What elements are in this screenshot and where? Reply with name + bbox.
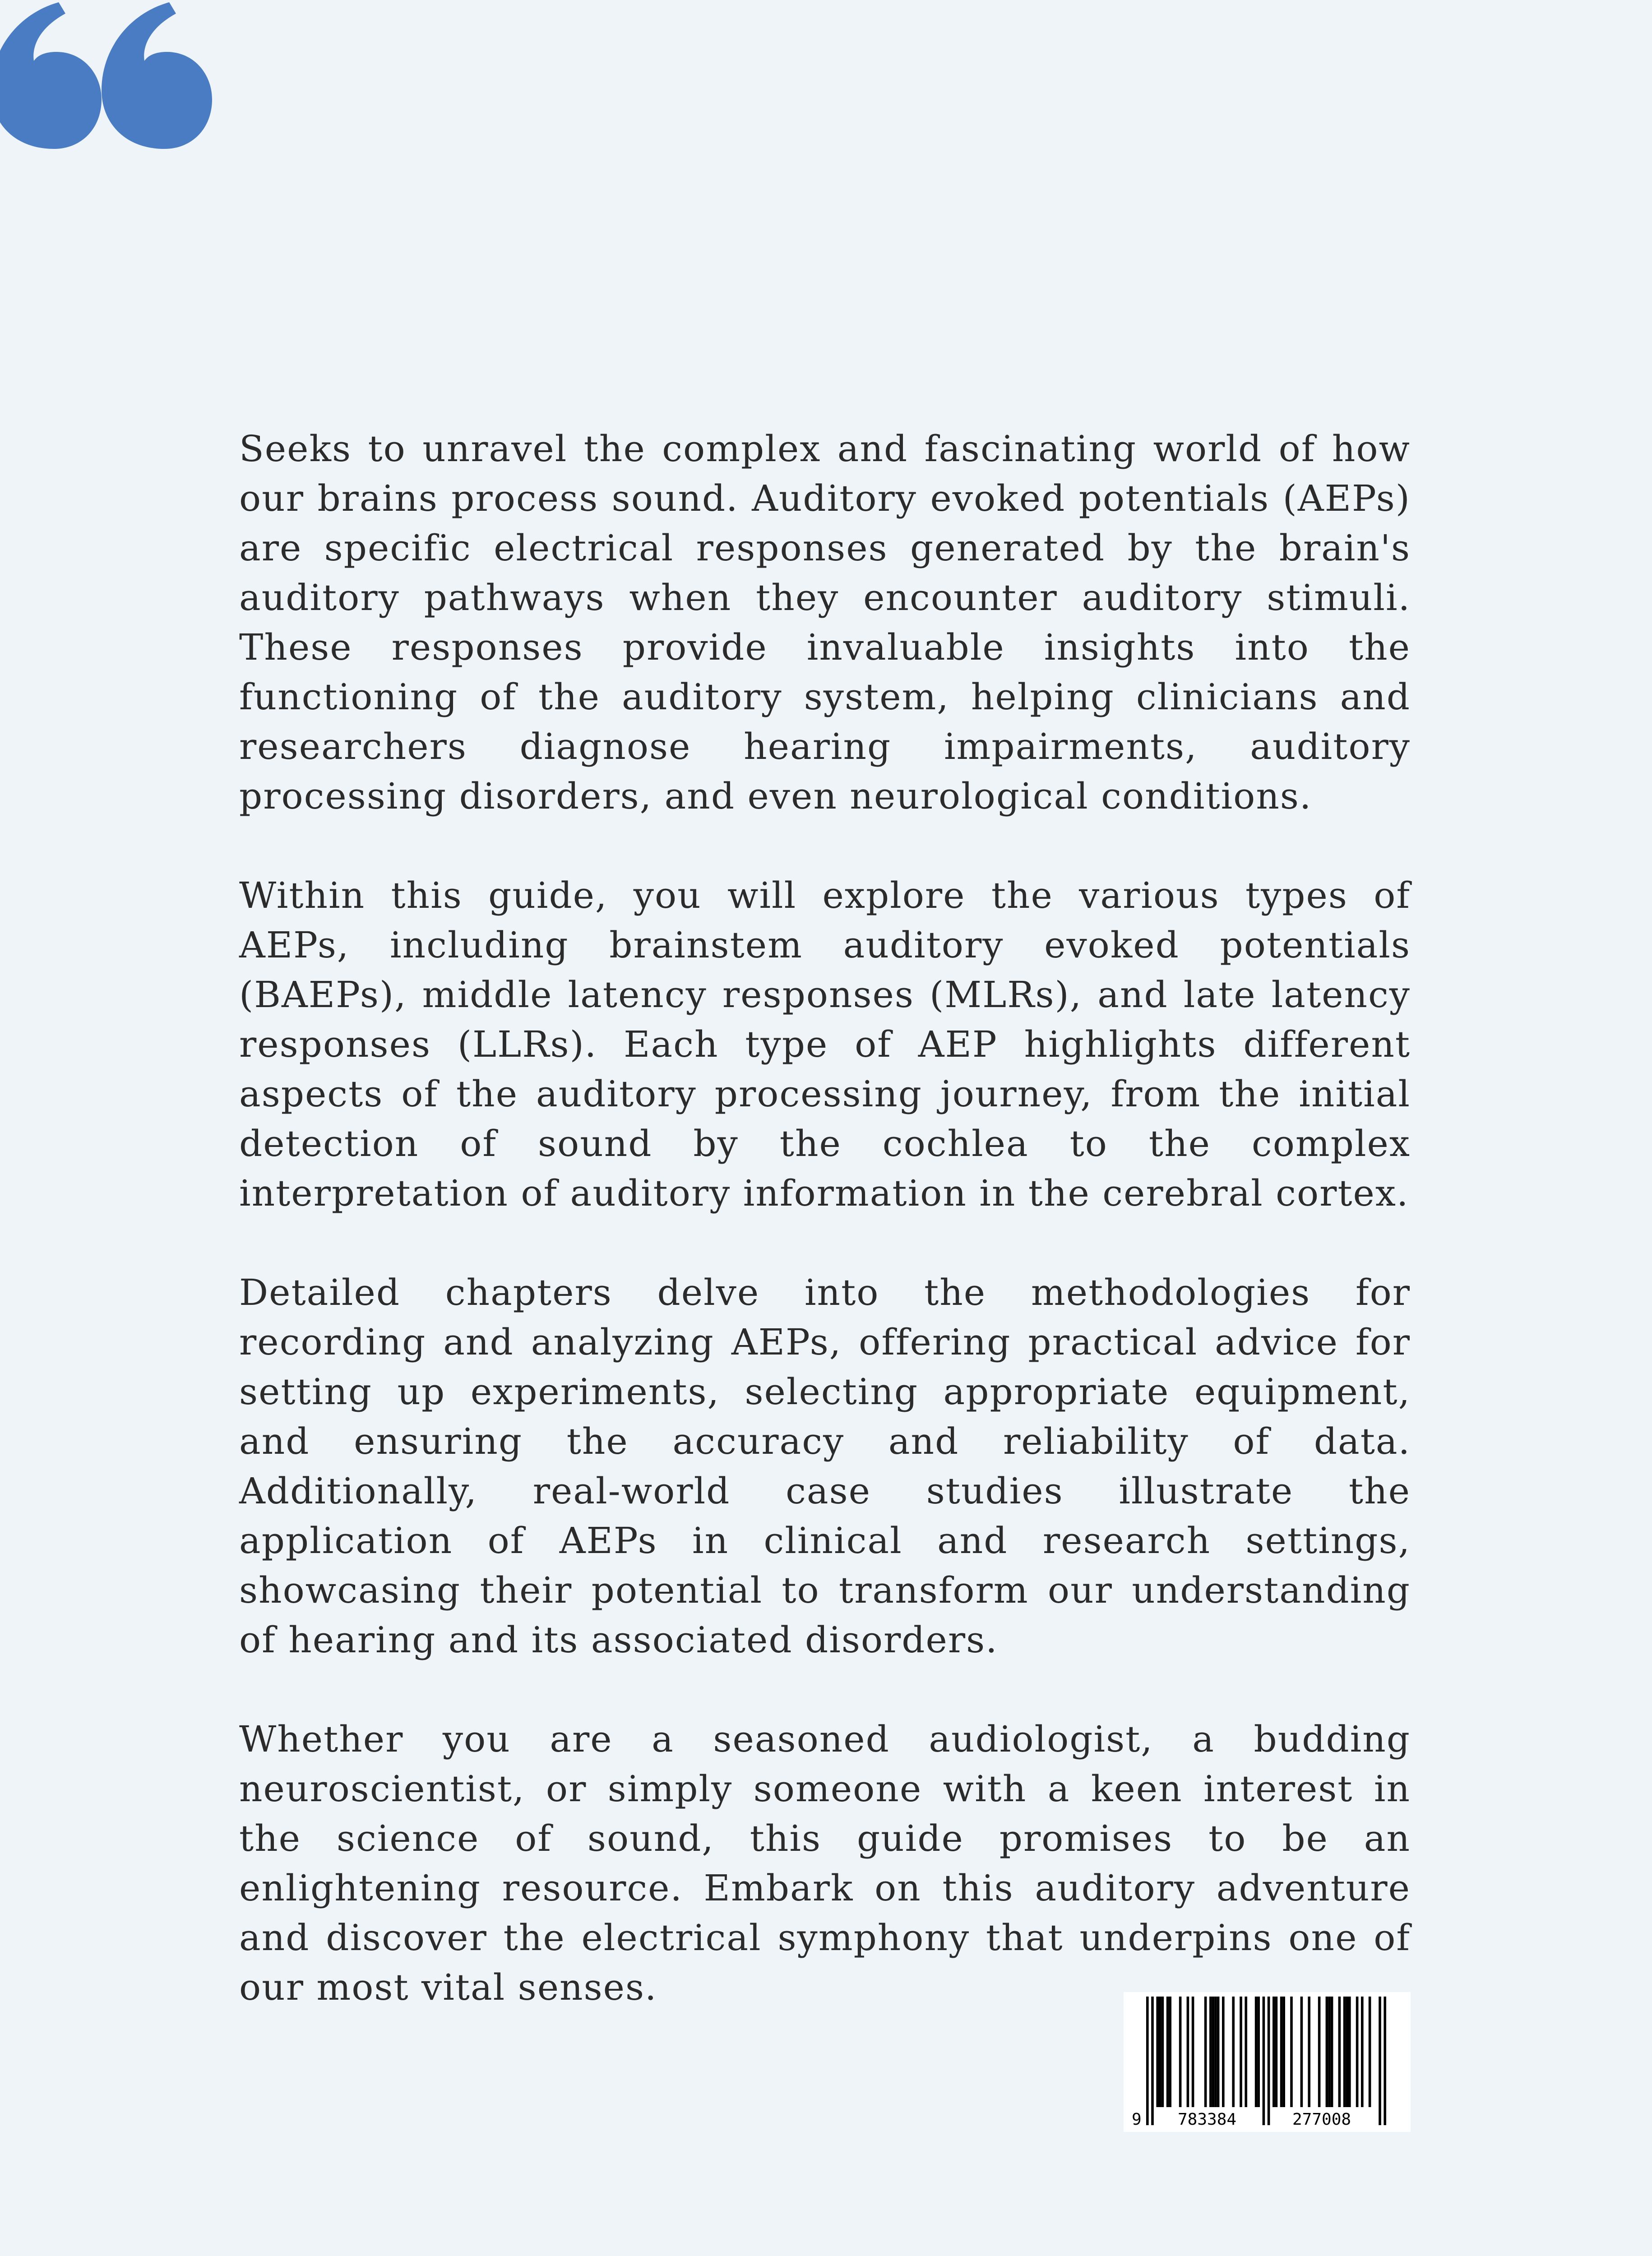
- barcode-bar: [1212, 1997, 1215, 2107]
- barcode-right-digits: 277008: [1291, 2110, 1353, 2129]
- blurb-paragraph-4: Whether you are a seasoned audiologist, a budding neuroscientist, or simply someone with a keen interest in the science of sound, this guide promises to be an enlightening resource. Embark on this auditory adventure and discover the electrical symphony that underpins one of our most vital senses.: [239, 1718, 1411, 2008]
- barcode-bar: [1318, 1997, 1321, 2107]
- barcode-lead-digit: 9: [1130, 2110, 1143, 2129]
- barcode-bar: [1146, 1997, 1149, 2125]
- barcode-bar: [1263, 1997, 1265, 2125]
- barcode-bar: [1222, 1997, 1225, 2107]
- barcode-bar: [1384, 1997, 1386, 2125]
- blurb-paragraph-2: Within this guide, you will explore the various types of AEPs, including brainstem auditory evoked potentials (BAEPs), middle latency responses (MLRs), and late latency responses (LLRs). Each type of AEP highlights different aspects of the auditory processing journey, from the initial detection of sound by the cochlea to the complex interpretation of auditory information in the cerebral cortex.: [239, 874, 1411, 1214]
- opening-quotation-mark-icon: [0, 0, 221, 167]
- barcode-bar: [1369, 1997, 1371, 2107]
- barcode-bar: [1245, 1997, 1247, 2107]
- barcode-bar: [1217, 1997, 1220, 2107]
- barcode-bar: [1346, 1997, 1348, 2107]
- barcode-bar: [1257, 1997, 1260, 2107]
- barcode-bar: [1290, 1997, 1293, 2107]
- barcode-bar: [1255, 1997, 1258, 2107]
- barcode-bar: [1240, 1997, 1242, 2107]
- barcode-bar: [1209, 1997, 1212, 2107]
- barcode-bar: [1273, 1997, 1275, 2107]
- barcode-bar: [1179, 1997, 1182, 2107]
- barcode-bar: [1379, 1997, 1381, 2125]
- barcode-bar: [1187, 1997, 1189, 2107]
- isbn-barcode: [1124, 1992, 1411, 2132]
- barcode-bar: [1300, 1997, 1303, 2107]
- barcode-bar: [1192, 1997, 1194, 2107]
- barcode-bar: [1159, 1997, 1161, 2107]
- barcode-bar: [1356, 1997, 1359, 2107]
- barcode-bar: [1275, 1997, 1278, 2107]
- barcode-bar: [1161, 1997, 1164, 2107]
- barcode-bar: [1268, 1997, 1270, 2125]
- back-cover-blurb: [239, 424, 1411, 2062]
- barcode-bar: [1338, 1997, 1341, 2107]
- barcode-digits: [1124, 2110, 1411, 2129]
- barcode-bar: [1326, 1997, 1328, 2107]
- barcode-bar: [1328, 1997, 1331, 2107]
- barcode-bar: [1232, 1997, 1235, 2107]
- barcode-bar: [1204, 1997, 1207, 2107]
- barcode-bar: [1151, 1997, 1154, 2125]
- barcode-bar: [1331, 1997, 1333, 2107]
- barcode-bar: [1308, 1997, 1310, 2107]
- blurb-paragraph-1: Seeks to unravel the complex and fascinating world of how our brains process sound. Auditory evoked potentials (AEPs) are specific electrical responses generated by the brain's auditory pathways when they encounter auditory stimuli. These responses provide invaluable insights into the functioning of the auditory system, helping clinicians and researchers diagnose hearing impairments, auditory processing disorders, and even neurological conditions.: [239, 428, 1411, 817]
- barcode-bar: [1169, 1997, 1171, 2107]
- blurb-paragraph-3: Detailed chapters delve into the methodologies for recording and analyzing AEPs, offering practical advice for setting up experiments, selecting appropriate equipment, and ensuring the accuracy and reliability of data. Additionally, real-world case studies illustrate the application of AEPs in clinical and research settings, showcasing their potential to transform our understanding of hearing and its associated disorders.: [239, 1271, 1411, 1661]
- barcode-left-digits: 783384: [1176, 2110, 1238, 2129]
- barcode-bar: [1282, 1997, 1285, 2107]
- barcode-bar: [1280, 1997, 1283, 2107]
- barcode-bar: [1156, 1997, 1159, 2107]
- barcode-bar: [1348, 1997, 1351, 2107]
- barcode-bar: [1361, 1997, 1364, 2107]
- barcode-bar: [1214, 1997, 1217, 2107]
- barcode-bar: [1343, 1997, 1346, 2107]
- barcode-bar: [1166, 1997, 1169, 2107]
